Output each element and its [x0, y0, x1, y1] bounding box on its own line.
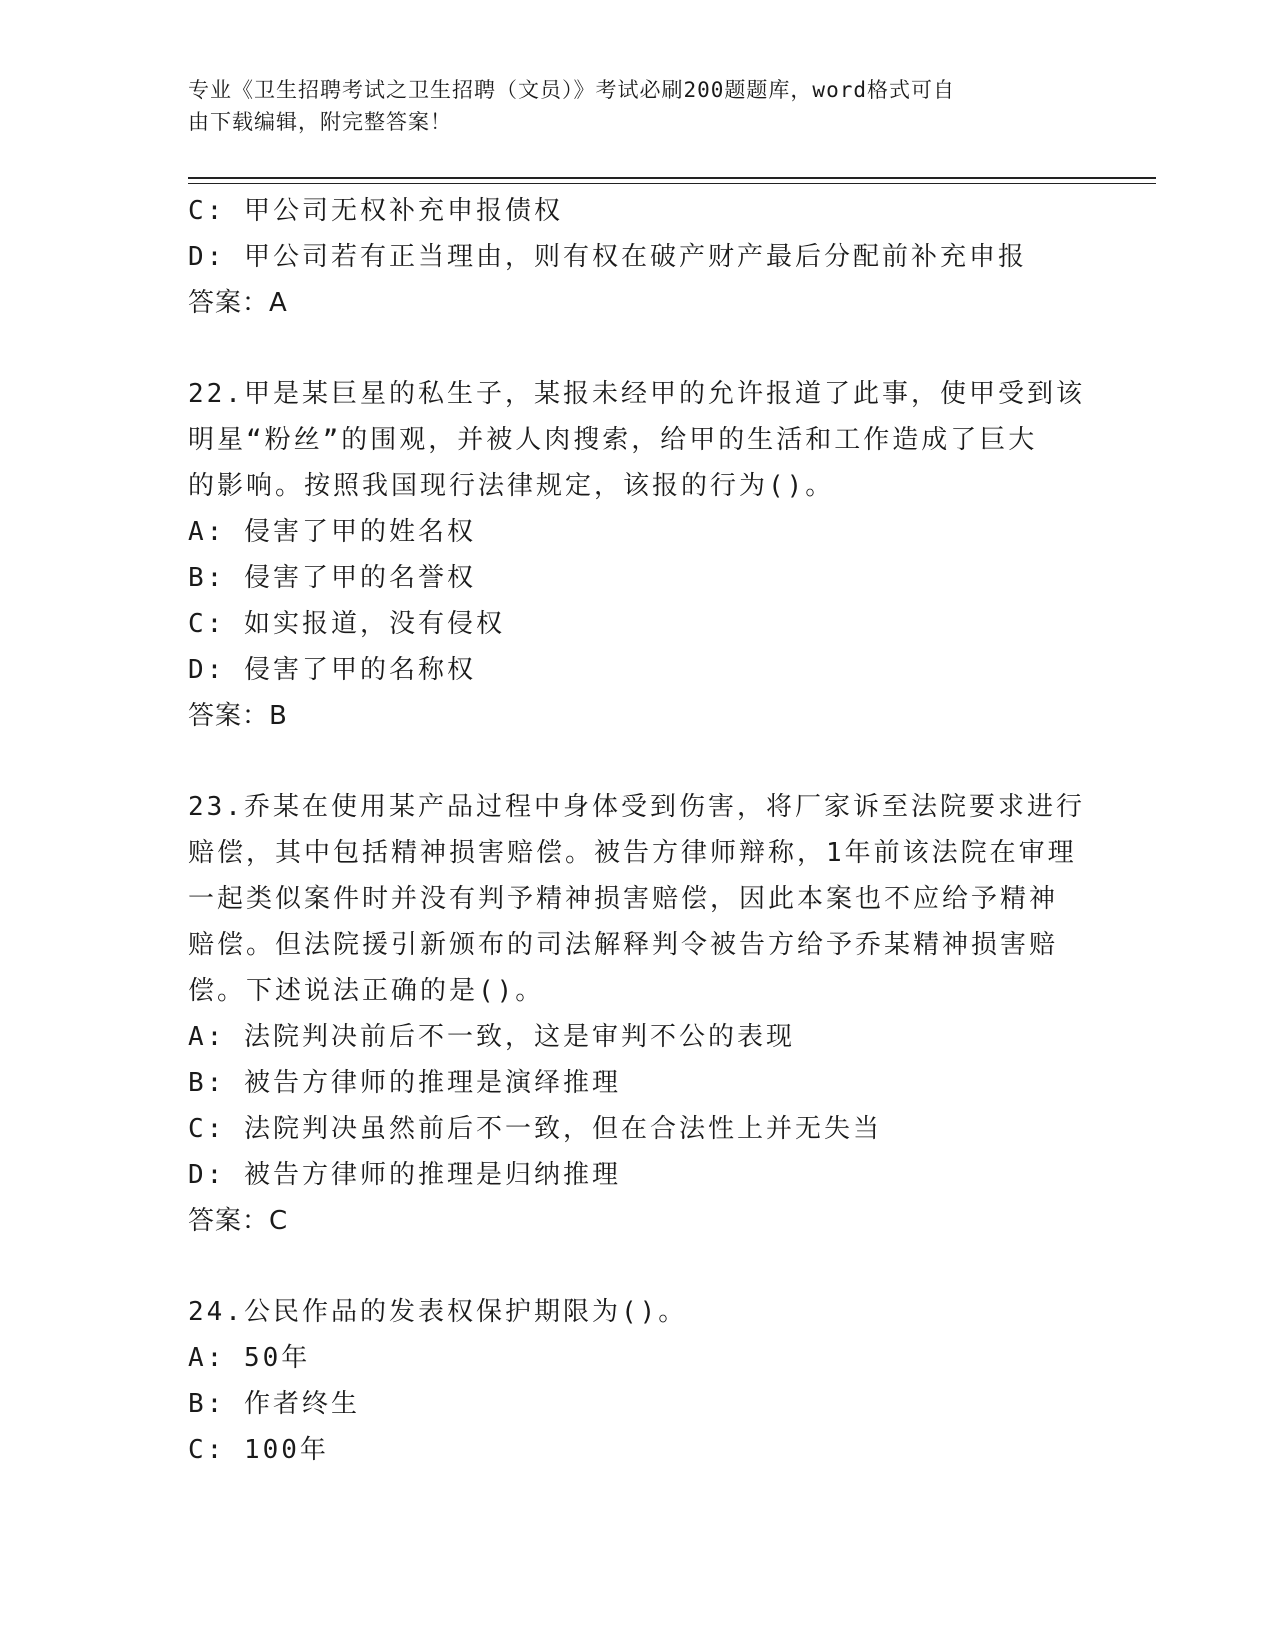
option-c: C: 如实报道，没有侵权 — [188, 609, 505, 639]
document-header — [188, 74, 1068, 138]
option-b: B: 被告方律师的推理是演绎推理 — [188, 1068, 621, 1098]
option-a: A: 法院判决前后不一致，这是审判不公的表现 — [188, 1022, 795, 1052]
option-c: C: 甲公司无权补充申报债权 — [188, 196, 563, 226]
question-stem-line: 一起类似案件时并没有判予精神损害赔偿，因此本案也不应给予精神 — [188, 884, 1059, 914]
question-block-24 — [188, 1289, 1088, 1473]
option-a: A: 50年 — [188, 1343, 311, 1373]
option-a: A: 侵害了甲的姓名权 — [188, 517, 476, 547]
option-b: B: 侵害了甲的名誉权 — [188, 563, 476, 593]
question-block-23 — [188, 784, 1088, 1244]
question-content — [188, 188, 1088, 1473]
header-divider-thick — [188, 177, 1156, 179]
option-d: D: 甲公司若有正当理由，则有权在破产财产最后分配前补充申报 — [188, 242, 1027, 272]
answer-label: 答案：B — [188, 701, 288, 731]
option-d: D: 被告方律师的推理是归纳推理 — [188, 1160, 621, 1190]
spacer — [188, 326, 1088, 371]
spacer — [188, 1244, 1088, 1289]
option-c: C: 法院判决虽然前后不一致，但在合法性上并无失当 — [188, 1114, 882, 1144]
header-line-1: 专业《卫生招聘考试之卫生招聘（文员）》考试必刷200题题库，word格式可自 — [188, 78, 955, 102]
answer-label: 答案：C — [188, 1206, 289, 1236]
option-b: B: 作者终生 — [188, 1389, 360, 1419]
question-stem-line: 赔偿。但法院援引新颁布的司法解释判令被告方给予乔某精神损害赔 — [188, 930, 1059, 960]
header-divider-thin — [188, 183, 1156, 184]
question-block-22 — [188, 371, 1088, 739]
option-c: C: 100年 — [188, 1435, 329, 1465]
question-stem-line: 明星“粉丝”的围观，并被人肉搜索，给甲的生活和工作造成了巨大 — [188, 425, 1038, 455]
question-stem-line: 赔偿，其中包括精神损害赔偿。被告方律师辩称，1年前该法院在审理 — [188, 838, 1077, 868]
question-stem-line: 偿。下述说法正确的是()。 — [188, 976, 545, 1006]
answer-label: 答案：A — [188, 288, 288, 318]
question-block-21 — [188, 188, 1088, 326]
question-stem-line: 24.公民作品的发表权保护期限为()。 — [188, 1297, 688, 1327]
option-d: D: 侵害了甲的名称权 — [188, 655, 476, 685]
question-stem-line: 22.甲是某巨星的私生子，某报未经甲的允许报道了此事，使甲受到该 — [188, 379, 1085, 409]
question-stem-line: 23.乔某在使用某产品过程中身体受到伤害，将厂家诉至法院要求进行 — [188, 792, 1085, 822]
header-line-2: 由下载编辑，附完整答案！ — [188, 110, 452, 134]
question-stem-line: 的影响。按照我国现行法律规定，该报的行为()。 — [188, 471, 835, 501]
spacer — [188, 739, 1088, 784]
